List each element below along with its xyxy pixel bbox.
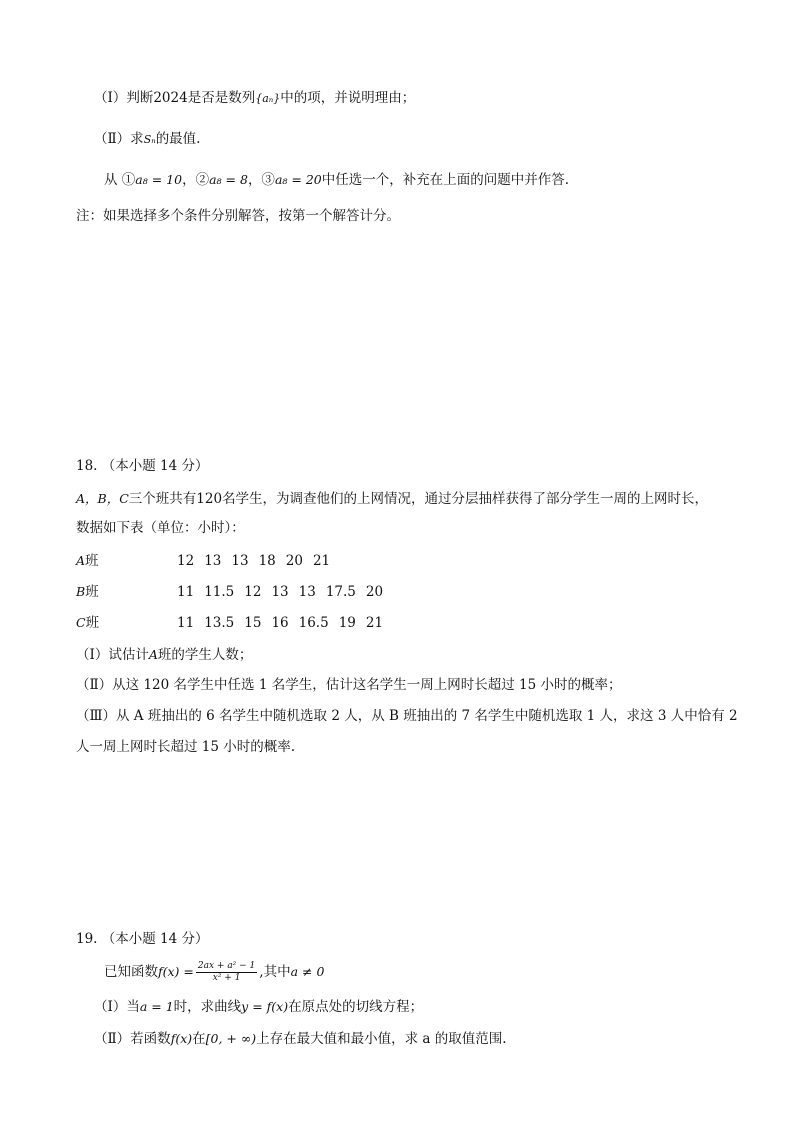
q17-part2: （Ⅱ）求Sₙ的最值. — [94, 131, 201, 147]
q19-part2: （Ⅱ）若函数f(x)在[0, + ∞)上存在最大值和最小值，求 a 的取值范围. — [94, 1031, 507, 1047]
q18-part3-line2: 人一周上网时长超过 15 小时的概率. — [76, 739, 296, 755]
row-values: 11 13.5 15 16 16.5 19 21 — [177, 615, 384, 631]
q17-part1: （Ⅰ）判断2024是否是数列{aₙ}中的项，并说明理由； — [94, 90, 416, 106]
function-definition: f(x) = — [158, 964, 194, 979]
q19-header: 19. （本小题 14 分） — [76, 931, 209, 947]
q19-part1: （Ⅰ）当a = 1时，求曲线y = f(x)在原点处的切线方程； — [94, 999, 424, 1015]
q18-header: 18. （本小题 14 分） — [76, 458, 209, 474]
q18-part3-line1: （Ⅲ）从 A 班抽出的 6 名学生中随机选取 2 人，从 B 班抽出的 7 名学生中随机选取 1 人，求这 3 人中恰有 2 — [76, 708, 738, 724]
q18-part1: （Ⅰ）试估计A班的学生人数； — [76, 647, 253, 663]
sequence-symbol: {aₙ} — [255, 92, 281, 105]
row-label: C班 — [76, 615, 100, 631]
row-values: 12 13 13 18 20 21 — [177, 553, 331, 569]
q19-given: 已知函数f(x) = $\frac{\text{2ax + a² − 1}}{\text{x² + 1}}$ ,其中a ≠ 0 — [104, 961, 325, 983]
q18-intro-line1: A，B，C三个班共有120名学生，为调查他们的上网情况，通过分层抽样获得了部分学生一周的上网时长， — [76, 491, 709, 507]
row-label: B班 — [76, 584, 99, 600]
condition-3: a₈ = 20 — [274, 172, 322, 187]
table-row-a — [76, 551, 676, 571]
function-fraction: $\frac{\text{2ax + a² − 1}}{\text{x² + 1}}$ — [197, 961, 256, 983]
q17-conditions: 从 ①a₈ = 10，②a₈ = 8，③a₈ = 20中任选一个，补充在上面的问题中并作答. — [104, 172, 570, 188]
sum-symbol: Sₙ — [143, 133, 156, 146]
q18-intro-line2: 数据如下表（单位：小时）： — [76, 520, 245, 536]
q17-note: 注：如果选择多个条件分别解答，按第一个解答计分。 — [76, 208, 400, 224]
condition-1: a₈ = 10 — [135, 172, 183, 187]
row-values: 11 11.5 12 13 13 17.5 20 — [177, 584, 384, 600]
q18-part2: （Ⅱ）从这 120 名学生中任选 1 名学生，估计这名学生一周上网时长超过 15 小时的概率； — [76, 677, 622, 693]
table-row-c — [76, 613, 676, 633]
table-row-b — [76, 582, 676, 602]
row-label: A班 — [76, 553, 99, 569]
condition-2: a₈ = 8 — [209, 172, 248, 187]
